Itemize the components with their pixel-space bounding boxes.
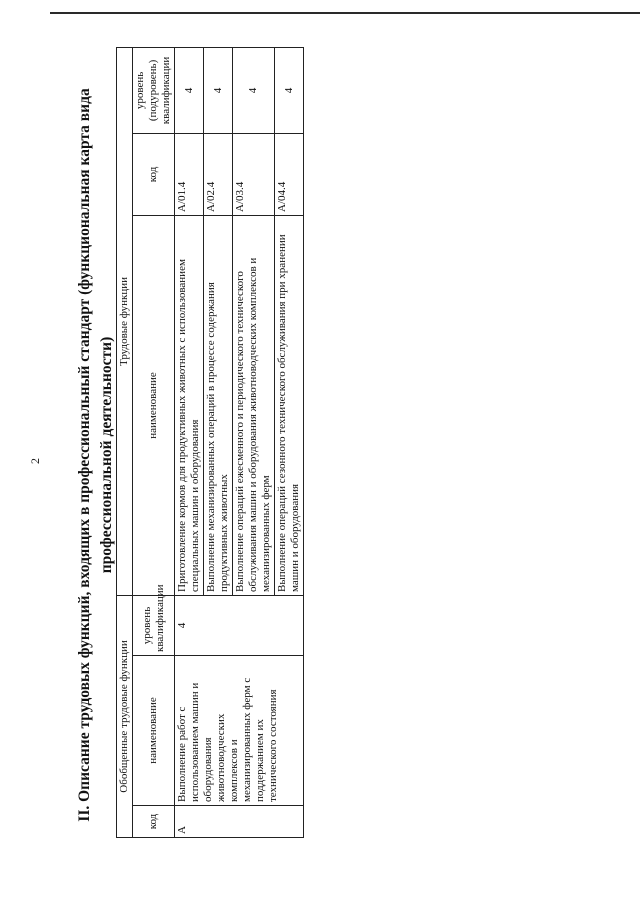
column-header-level: уровень квалификации (133, 595, 175, 655)
generalized-function-level: 4 (175, 595, 304, 655)
labor-function-code: A/01.4 (175, 133, 204, 215)
labor-function-level: 4 (175, 47, 204, 133)
labor-functions-header: Трудовые функции (117, 47, 133, 595)
column-header-tf-level: уровень (подуровень) квалификации (133, 47, 175, 133)
table-row (175, 47, 204, 837)
page-number: 2 (28, 458, 42, 464)
table-column-header-row (133, 47, 175, 837)
section-title-line-1: II. Описание трудовых функций, входящих в профессиональный стандарт (функциональная карта вида (76, 88, 93, 822)
labor-function-code: A/02.4 (204, 133, 233, 215)
labor-function-name: Выполнение механизированных операций в процессе содержания продуктивных животных (204, 215, 233, 595)
column-header-code: код (133, 806, 175, 838)
labor-function-name: Приготовление кормов для продуктивных животных с использованием специальных машин и оборудования (175, 215, 204, 595)
column-header-tf-name: наименование (133, 215, 175, 595)
generalized-function-code: А (175, 806, 304, 838)
labor-function-name: Выполнение операций сезонного технического обслуживания при хранении машин и оборудования (275, 215, 304, 595)
column-header-name: наименование (133, 656, 175, 806)
section-title-line-2: профессиональной деятельности) (98, 336, 115, 574)
labor-function-level: 4 (233, 47, 275, 133)
labor-function-name: Выполнение операций ежесменного и периодического технического обслуживания машин и оборудования животноводческих комплексов и механизированных ферм (233, 215, 275, 595)
table-group-header-row (117, 47, 133, 837)
scan-border-line (50, 12, 640, 14)
labor-function-level: 4 (204, 47, 233, 133)
labor-function-level: 4 (275, 47, 304, 133)
rotated-document-content (10, 30, 630, 880)
generalized-function-name: Выполнение работ с использованием машин и оборудования животноводческих комплексов и механизированных ферм с поддержанием их технического состояния (175, 656, 304, 806)
labor-function-code: A/04.4 (275, 133, 304, 215)
generalized-functions-header: Обобщенные трудовые функции (117, 595, 133, 837)
labor-function-code: A/03.4 (233, 133, 275, 215)
functional-map-table (116, 47, 304, 838)
column-header-tf-code: код (133, 133, 175, 215)
